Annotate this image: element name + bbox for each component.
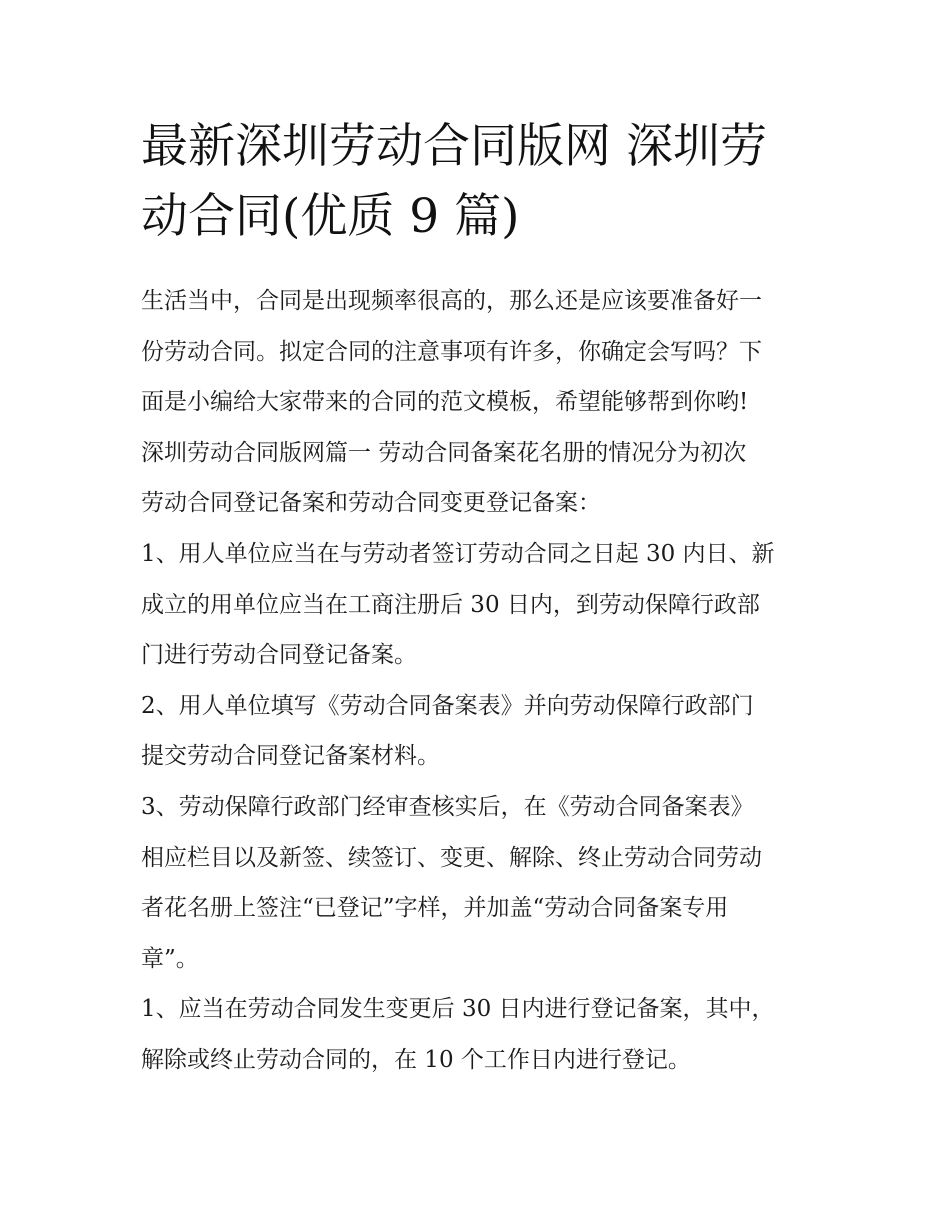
body-line: 生活当中，合同是出现频率很高的，那么还是应该要准备好一 bbox=[141, 288, 762, 314]
body-line: 2、用人单位填写《劳动合同备案表》并向劳动保障行政部门 bbox=[141, 692, 754, 719]
body-line: 成立的用单位应当在工商注册后 30 日内，到劳动保障行政部 bbox=[141, 591, 760, 618]
body-line: 面是小编给大家带来的合同的范文模板，希望能够帮到你哟! bbox=[141, 389, 749, 416]
title-line: 最新深圳劳动合同版网 深圳劳 bbox=[141, 119, 767, 174]
document-body bbox=[141, 276, 821, 1086]
body-line: 1、用人单位应当在与劳动者签订劳动合同之日起 30 内日、新 bbox=[141, 540, 775, 567]
document-title bbox=[141, 112, 821, 252]
body-line: 者花名册上签注“已登记”字样，并加盖“劳动合同备案专用 bbox=[141, 895, 729, 922]
title-line: 动合同(优质 9 篇) bbox=[141, 189, 520, 244]
body-line: 1、应当在劳动合同发生变更后 30 日内进行登记备案，其中， bbox=[141, 996, 775, 1023]
body-line: 相应栏目以及新签、续签订、变更、解除、终止劳动合同劳动 bbox=[141, 844, 762, 871]
body-line: 深圳劳动合同版网篇一 劳动合同备案花名册的情况分为初次 bbox=[141, 439, 747, 466]
body-line: 劳动合同登记备案和劳动合同变更登记备案： bbox=[141, 490, 601, 517]
body-line: 份劳动合同。拟定合同的注意事项有许多，你确定会写吗？下 bbox=[141, 338, 762, 365]
body-line: 章”。 bbox=[141, 945, 199, 972]
body-line: 3、劳动保障行政部门经审查核实后，在《劳动合同备案表》 bbox=[141, 793, 754, 820]
body-line: 解除或终止劳动合同的，在 10 个工作日内进行登记。 bbox=[141, 1046, 691, 1073]
body-line: 门进行劳动合同登记备案。 bbox=[141, 642, 417, 669]
body-line: 提交劳动合同登记备案材料。 bbox=[141, 743, 440, 770]
document-content bbox=[141, 112, 821, 1086]
